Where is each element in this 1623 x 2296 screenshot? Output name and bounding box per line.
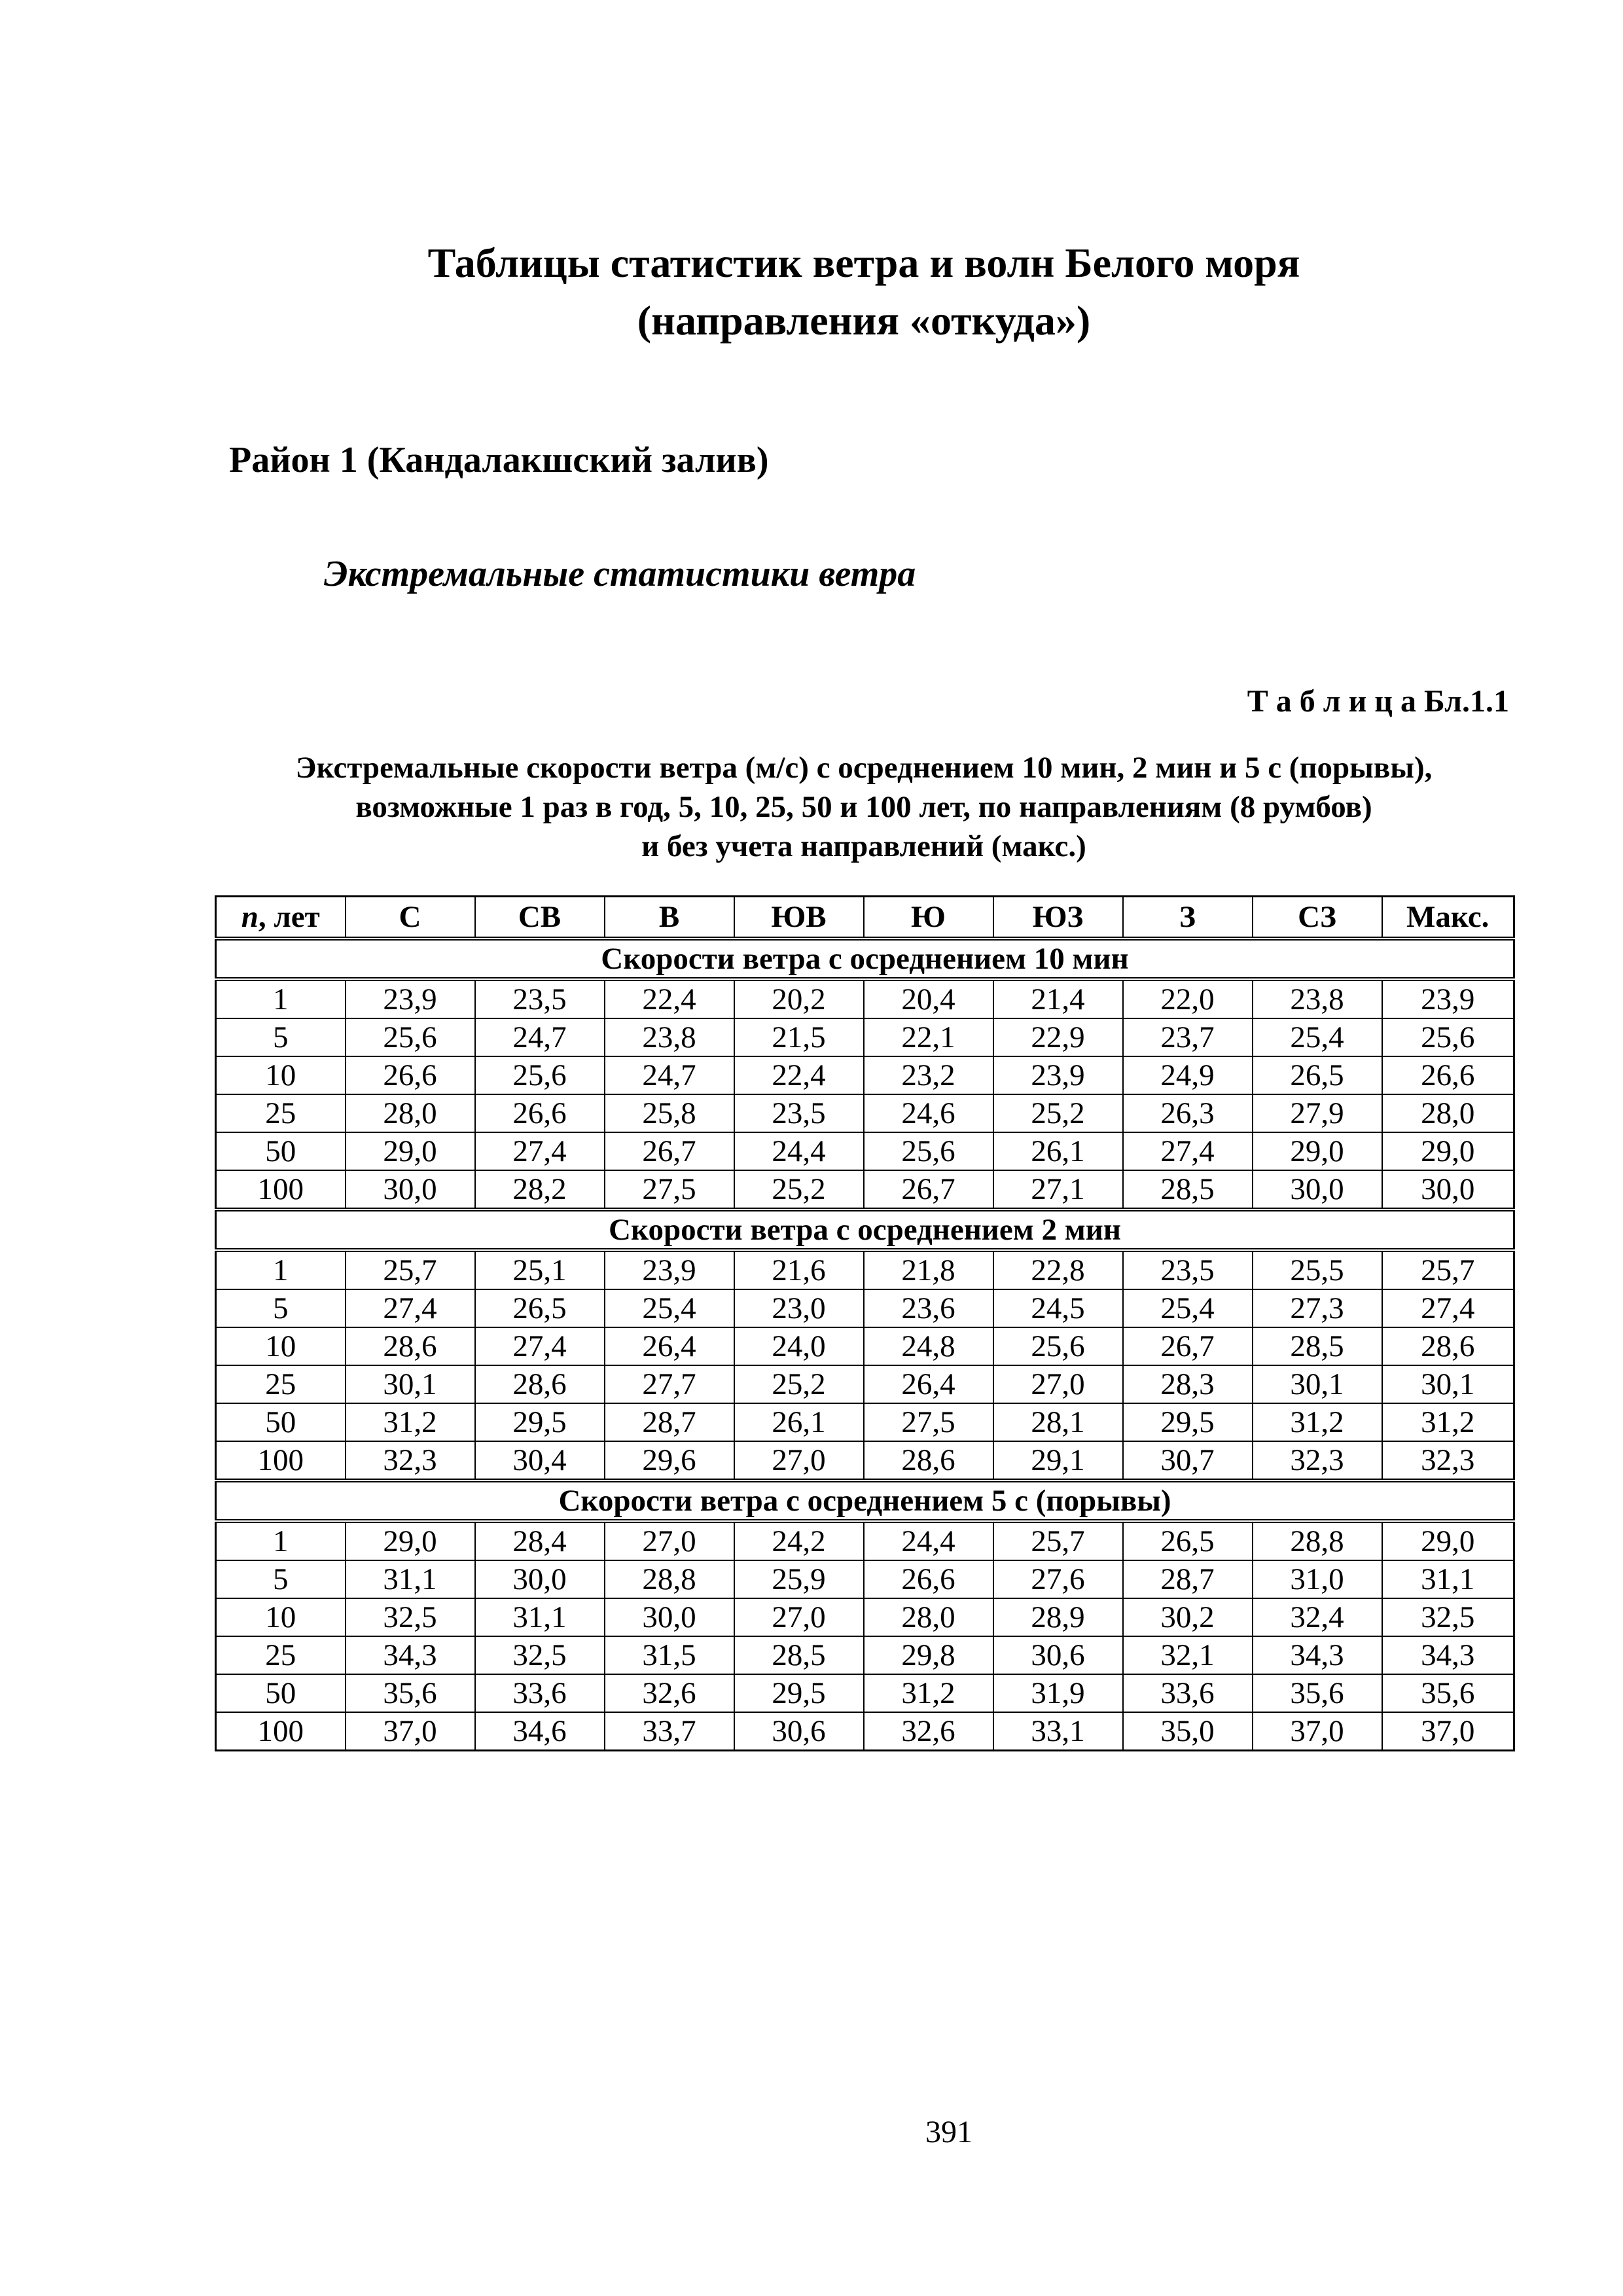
wind-speed-cell: 30,0 bbox=[1382, 1170, 1514, 1210]
wind-speed-cell: 25,6 bbox=[475, 1056, 605, 1094]
table-row bbox=[216, 1441, 1514, 1480]
header-cell: С bbox=[346, 897, 475, 939]
wind-speed-cell: 26,6 bbox=[864, 1560, 993, 1598]
return-period-cell: 25 bbox=[216, 1636, 346, 1674]
header-cell-years bbox=[216, 897, 346, 939]
wind-speed-cell: 25,6 bbox=[864, 1132, 993, 1170]
wind-speed-cell: 30,7 bbox=[1123, 1441, 1253, 1480]
wind-speed-cell: 24,7 bbox=[475, 1018, 605, 1056]
return-period-cell: 25 bbox=[216, 1365, 346, 1403]
wind-speed-cell: 27,0 bbox=[734, 1441, 864, 1480]
wind-speed-cell: 31,2 bbox=[864, 1674, 993, 1712]
wind-speed-cell: 28,9 bbox=[993, 1598, 1123, 1636]
wind-speed-cell: 32,3 bbox=[346, 1441, 475, 1480]
document-title-line-2: (направления «откуда») bbox=[637, 297, 1091, 344]
wind-speed-cell: 35,6 bbox=[346, 1674, 475, 1712]
wind-speed-cell: 28,0 bbox=[864, 1598, 993, 1636]
wind-speed-cell: 29,8 bbox=[864, 1636, 993, 1674]
wind-speed-cell: 32,3 bbox=[1253, 1441, 1382, 1480]
wind-speed-cell: 31,1 bbox=[1382, 1560, 1514, 1598]
wind-speed-cell: 21,4 bbox=[993, 979, 1123, 1018]
wind-speed-cell: 27,0 bbox=[734, 1598, 864, 1636]
wind-speed-cell: 25,8 bbox=[605, 1094, 734, 1132]
wind-speed-cell: 31,0 bbox=[1253, 1560, 1382, 1598]
group-header-row bbox=[216, 939, 1514, 979]
wind-speed-cell: 25,6 bbox=[1382, 1018, 1514, 1056]
wind-speed-cell: 25,2 bbox=[734, 1365, 864, 1403]
return-period-cell: 100 bbox=[216, 1712, 346, 1751]
return-period-cell: 10 bbox=[216, 1056, 346, 1094]
wind-speed-cell: 35,6 bbox=[1253, 1674, 1382, 1712]
header-cell: В bbox=[605, 897, 734, 939]
wind-speed-cell: 29,0 bbox=[1253, 1132, 1382, 1170]
wind-speed-cell: 23,8 bbox=[1253, 979, 1382, 1018]
wind-speed-cell: 25,5 bbox=[1253, 1250, 1382, 1289]
return-period-cell: 1 bbox=[216, 1521, 346, 1560]
wind-speed-cell: 33,7 bbox=[605, 1712, 734, 1751]
table-caption-line-3: и без учета направлений (макс.) bbox=[641, 829, 1086, 863]
table-row bbox=[216, 1094, 1514, 1132]
wind-speed-cell: 26,5 bbox=[1123, 1521, 1253, 1560]
return-period-cell: 100 bbox=[216, 1441, 346, 1480]
wind-speed-cell: 27,4 bbox=[1382, 1289, 1514, 1327]
wind-speed-cell: 28,8 bbox=[605, 1560, 734, 1598]
group-header-row bbox=[216, 1480, 1514, 1521]
return-period-cell: 5 bbox=[216, 1289, 346, 1327]
table-caption-line-2: возможные 1 раз в год, 5, 10, 25, 50 и 100 лет, по направлениям (8 румбов) bbox=[355, 790, 1372, 824]
wind-speed-cell: 23,8 bbox=[605, 1018, 734, 1056]
wind-speed-cell: 28,4 bbox=[475, 1521, 605, 1560]
wind-speed-cell: 23,7 bbox=[1123, 1018, 1253, 1056]
wind-speed-cell: 30,0 bbox=[346, 1170, 475, 1210]
wind-speed-cell: 25,4 bbox=[1123, 1289, 1253, 1327]
table-row bbox=[216, 1403, 1514, 1441]
wind-speed-cell: 32,6 bbox=[864, 1712, 993, 1751]
header-cell: Ю bbox=[864, 897, 993, 939]
wind-speed-cell: 25,2 bbox=[734, 1170, 864, 1210]
wind-speed-table bbox=[215, 895, 1515, 1751]
wind-speed-cell: 22,1 bbox=[864, 1018, 993, 1056]
wind-speed-cell: 22,4 bbox=[734, 1056, 864, 1094]
wind-speed-cell: 25,6 bbox=[346, 1018, 475, 1056]
table-row bbox=[216, 1289, 1514, 1327]
wind-speed-cell: 28,5 bbox=[734, 1636, 864, 1674]
wind-speed-cell: 25,4 bbox=[605, 1289, 734, 1327]
wind-speed-cell: 27,3 bbox=[1253, 1289, 1382, 1327]
wind-speed-cell: 20,2 bbox=[734, 979, 864, 1018]
wind-speed-cell: 24,7 bbox=[605, 1056, 734, 1094]
wind-speed-cell: 26,4 bbox=[605, 1327, 734, 1365]
wind-speed-cell: 28,5 bbox=[1253, 1327, 1382, 1365]
wind-speed-cell: 23,6 bbox=[864, 1289, 993, 1327]
wind-speed-cell: 26,6 bbox=[1382, 1056, 1514, 1094]
wind-speed-cell: 27,7 bbox=[605, 1365, 734, 1403]
wind-speed-cell: 27,4 bbox=[346, 1289, 475, 1327]
wind-speed-cell: 35,6 bbox=[1382, 1674, 1514, 1712]
return-period-cell: 5 bbox=[216, 1018, 346, 1056]
wind-speed-cell: 26,6 bbox=[475, 1094, 605, 1132]
wind-speed-cell: 33,6 bbox=[475, 1674, 605, 1712]
wind-speed-cell: 24,6 bbox=[864, 1094, 993, 1132]
wind-speed-cell: 30,0 bbox=[605, 1598, 734, 1636]
wind-speed-cell: 23,0 bbox=[734, 1289, 864, 1327]
wind-speed-cell: 27,0 bbox=[605, 1521, 734, 1560]
wind-speed-cell: 30,4 bbox=[475, 1441, 605, 1480]
wind-speed-cell: 26,7 bbox=[864, 1170, 993, 1210]
wind-speed-cell: 23,5 bbox=[475, 979, 605, 1018]
wind-speed-cell: 29,5 bbox=[1123, 1403, 1253, 1441]
table-row bbox=[216, 1327, 1514, 1365]
wind-speed-cell: 33,6 bbox=[1123, 1674, 1253, 1712]
table-row bbox=[216, 1250, 1514, 1289]
table-row bbox=[216, 1132, 1514, 1170]
wind-speed-cell: 32,5 bbox=[1382, 1598, 1514, 1636]
wind-speed-cell: 25,7 bbox=[1382, 1250, 1514, 1289]
wind-speed-cell: 26,3 bbox=[1123, 1094, 1253, 1132]
table-number: Т а б л и ц а Бл.1.1 bbox=[1247, 684, 1509, 719]
wind-speed-cell: 21,5 bbox=[734, 1018, 864, 1056]
wind-speed-cell: 27,5 bbox=[864, 1403, 993, 1441]
return-period-cell: 25 bbox=[216, 1094, 346, 1132]
header-cell: ЮЗ bbox=[993, 897, 1123, 939]
table-row bbox=[216, 1521, 1514, 1560]
wind-speed-cell: 26,7 bbox=[1123, 1327, 1253, 1365]
header-cell: СВ bbox=[475, 897, 605, 939]
wind-speed-cell: 28,0 bbox=[346, 1094, 475, 1132]
wind-speed-cell: 37,0 bbox=[346, 1712, 475, 1751]
wind-speed-cell: 24,8 bbox=[864, 1327, 993, 1365]
table-row bbox=[216, 1056, 1514, 1094]
wind-speed-cell: 22,4 bbox=[605, 979, 734, 1018]
wind-speed-cell: 25,2 bbox=[993, 1094, 1123, 1132]
wind-speed-cell: 23,9 bbox=[605, 1250, 734, 1289]
return-period-cell: 50 bbox=[216, 1674, 346, 1712]
table-row bbox=[216, 1636, 1514, 1674]
return-period-cell: 10 bbox=[216, 1327, 346, 1365]
wind-speed-cell: 26,5 bbox=[1253, 1056, 1382, 1094]
wind-speed-cell: 24,4 bbox=[734, 1132, 864, 1170]
wind-speed-cell: 28,7 bbox=[1123, 1560, 1253, 1598]
wind-speed-cell: 21,8 bbox=[864, 1250, 993, 1289]
wind-speed-cell: 29,1 bbox=[993, 1441, 1123, 1480]
wind-speed-cell: 22,0 bbox=[1123, 979, 1253, 1018]
wind-speed-cell: 28,5 bbox=[1123, 1170, 1253, 1210]
wind-speed-cell: 30,1 bbox=[346, 1365, 475, 1403]
return-period-cell: 50 bbox=[216, 1132, 346, 1170]
table-body bbox=[216, 939, 1514, 1751]
wind-speed-cell: 33,1 bbox=[993, 1712, 1123, 1751]
header-cell: ЮВ bbox=[734, 897, 864, 939]
wind-speed-cell: 29,6 bbox=[605, 1441, 734, 1480]
wind-speed-cell: 31,1 bbox=[475, 1598, 605, 1636]
wind-speed-cell: 27,4 bbox=[475, 1132, 605, 1170]
wind-speed-cell: 30,1 bbox=[1382, 1365, 1514, 1403]
wind-speed-cell: 27,4 bbox=[475, 1327, 605, 1365]
wind-speed-cell: 31,2 bbox=[346, 1403, 475, 1441]
wind-speed-cell: 27,9 bbox=[1253, 1094, 1382, 1132]
wind-speed-cell: 34,6 bbox=[475, 1712, 605, 1751]
table-row bbox=[216, 1598, 1514, 1636]
header-n-symbol: n bbox=[241, 900, 259, 934]
wind-speed-cell: 30,1 bbox=[1253, 1365, 1382, 1403]
group-title: Скорости ветра с осреднением 5 с (порывы) bbox=[216, 1480, 1514, 1521]
wind-speed-cell: 22,8 bbox=[993, 1250, 1123, 1289]
header-cell: З bbox=[1123, 897, 1253, 939]
wind-speed-cell: 24,4 bbox=[864, 1521, 993, 1560]
wind-speed-cell: 30,0 bbox=[475, 1560, 605, 1598]
group-title: Скорости ветра с осреднением 10 мин bbox=[216, 939, 1514, 979]
wind-speed-cell: 28,1 bbox=[993, 1403, 1123, 1441]
region-heading: Район 1 (Кандалакшский залив) bbox=[229, 440, 769, 480]
wind-speed-cell: 25,4 bbox=[1253, 1018, 1382, 1056]
wind-speed-cell: 25,7 bbox=[993, 1521, 1123, 1560]
wind-speed-cell: 29,0 bbox=[346, 1132, 475, 1170]
table-row bbox=[216, 1365, 1514, 1403]
table-row bbox=[216, 979, 1514, 1018]
wind-speed-cell: 31,2 bbox=[1253, 1403, 1382, 1441]
table-row bbox=[216, 1018, 1514, 1056]
wind-speed-cell: 28,6 bbox=[1382, 1327, 1514, 1365]
return-period-cell: 50 bbox=[216, 1403, 346, 1441]
wind-speed-cell: 26,1 bbox=[993, 1132, 1123, 1170]
wind-speed-cell: 27,4 bbox=[1123, 1132, 1253, 1170]
wind-speed-cell: 31,2 bbox=[1382, 1403, 1514, 1441]
wind-speed-cell: 28,2 bbox=[475, 1170, 605, 1210]
wind-speed-cell: 23,5 bbox=[1123, 1250, 1253, 1289]
table-row bbox=[216, 1712, 1514, 1751]
wind-speed-cell: 23,9 bbox=[1382, 979, 1514, 1018]
wind-speed-cell: 25,7 bbox=[346, 1250, 475, 1289]
wind-speed-cell: 25,1 bbox=[475, 1250, 605, 1289]
wind-speed-cell: 23,5 bbox=[734, 1094, 864, 1132]
wind-speed-cell: 34,3 bbox=[1253, 1636, 1382, 1674]
header-years-suffix: , лет bbox=[258, 900, 320, 934]
wind-speed-cell: 25,6 bbox=[993, 1327, 1123, 1365]
wind-speed-cell: 27,1 bbox=[993, 1170, 1123, 1210]
wind-speed-cell: 28,7 bbox=[605, 1403, 734, 1441]
wind-speed-cell: 31,9 bbox=[993, 1674, 1123, 1712]
wind-speed-cell: 32,4 bbox=[1253, 1598, 1382, 1636]
wind-speed-cell: 21,6 bbox=[734, 1250, 864, 1289]
section-heading: Экстремальные статистики ветра bbox=[324, 554, 916, 594]
wind-speed-cell: 30,6 bbox=[993, 1636, 1123, 1674]
return-period-cell: 100 bbox=[216, 1170, 346, 1210]
wind-speed-cell: 29,0 bbox=[1382, 1132, 1514, 1170]
wind-speed-cell: 34,3 bbox=[1382, 1636, 1514, 1674]
wind-speed-cell: 37,0 bbox=[1253, 1712, 1382, 1751]
wind-speed-cell: 29,5 bbox=[475, 1403, 605, 1441]
table-header-row bbox=[216, 897, 1514, 939]
wind-speed-cell: 29,0 bbox=[346, 1521, 475, 1560]
header-cell: СЗ bbox=[1253, 897, 1382, 939]
wind-speed-cell: 28,6 bbox=[475, 1365, 605, 1403]
return-period-cell: 1 bbox=[216, 1250, 346, 1289]
wind-speed-cell: 26,4 bbox=[864, 1365, 993, 1403]
wind-speed-cell: 24,9 bbox=[1123, 1056, 1253, 1094]
wind-speed-cell: 32,5 bbox=[475, 1636, 605, 1674]
group-header-row bbox=[216, 1210, 1514, 1250]
wind-speed-cell: 31,1 bbox=[346, 1560, 475, 1598]
wind-speed-cell: 24,2 bbox=[734, 1521, 864, 1560]
header-cell: Макс. bbox=[1382, 897, 1514, 939]
table-row bbox=[216, 1170, 1514, 1210]
wind-speed-cell: 30,0 bbox=[1253, 1170, 1382, 1210]
group-title: Скорости ветра с осреднением 2 мин bbox=[216, 1210, 1514, 1250]
document-title-line-1: Таблицы статистик ветра и волн Белого моря bbox=[427, 240, 1300, 286]
wind-speed-cell: 32,6 bbox=[605, 1674, 734, 1712]
return-period-cell: 5 bbox=[216, 1560, 346, 1598]
wind-speed-cell: 35,0 bbox=[1123, 1712, 1253, 1751]
wind-speed-cell: 26,5 bbox=[475, 1289, 605, 1327]
wind-speed-cell: 31,5 bbox=[605, 1636, 734, 1674]
wind-speed-cell: 29,0 bbox=[1382, 1521, 1514, 1560]
wind-speed-cell: 26,7 bbox=[605, 1132, 734, 1170]
table-row bbox=[216, 1560, 1514, 1598]
wind-speed-cell: 25,9 bbox=[734, 1560, 864, 1598]
wind-speed-cell: 30,6 bbox=[734, 1712, 864, 1751]
wind-speed-cell: 30,2 bbox=[1123, 1598, 1253, 1636]
wind-speed-cell: 29,5 bbox=[734, 1674, 864, 1712]
wind-speed-cell: 28,3 bbox=[1123, 1365, 1253, 1403]
wind-speed-cell: 28,8 bbox=[1253, 1521, 1382, 1560]
wind-speed-cell: 32,5 bbox=[346, 1598, 475, 1636]
wind-speed-cell: 27,6 bbox=[993, 1560, 1123, 1598]
wind-speed-cell: 20,4 bbox=[864, 979, 993, 1018]
wind-speed-cell: 32,1 bbox=[1123, 1636, 1253, 1674]
wind-speed-cell: 32,3 bbox=[1382, 1441, 1514, 1480]
wind-speed-cell: 26,1 bbox=[734, 1403, 864, 1441]
wind-speed-cell: 28,6 bbox=[864, 1441, 993, 1480]
wind-speed-cell: 23,2 bbox=[864, 1056, 993, 1094]
table-caption-line-1: Экстремальные скорости ветра (м/с) с осреднением 10 мин, 2 мин и 5 с (порывы), bbox=[295, 751, 1433, 785]
wind-speed-cell: 23,9 bbox=[993, 1056, 1123, 1094]
wind-speed-cell: 37,0 bbox=[1382, 1712, 1514, 1751]
wind-speed-cell: 26,6 bbox=[346, 1056, 475, 1094]
wind-speed-cell: 28,6 bbox=[346, 1327, 475, 1365]
wind-speed-cell: 24,0 bbox=[734, 1327, 864, 1365]
wind-speed-cell: 28,0 bbox=[1382, 1094, 1514, 1132]
wind-speed-cell: 27,5 bbox=[605, 1170, 734, 1210]
page-number: 391 bbox=[925, 2115, 972, 2149]
return-period-cell: 10 bbox=[216, 1598, 346, 1636]
return-period-cell: 1 bbox=[216, 979, 346, 1018]
wind-speed-cell: 22,9 bbox=[993, 1018, 1123, 1056]
wind-speed-cell: 34,3 bbox=[346, 1636, 475, 1674]
table-row bbox=[216, 1674, 1514, 1712]
wind-speed-cell: 23,9 bbox=[346, 979, 475, 1018]
wind-speed-cell: 27,0 bbox=[993, 1365, 1123, 1403]
wind-speed-cell: 24,5 bbox=[993, 1289, 1123, 1327]
